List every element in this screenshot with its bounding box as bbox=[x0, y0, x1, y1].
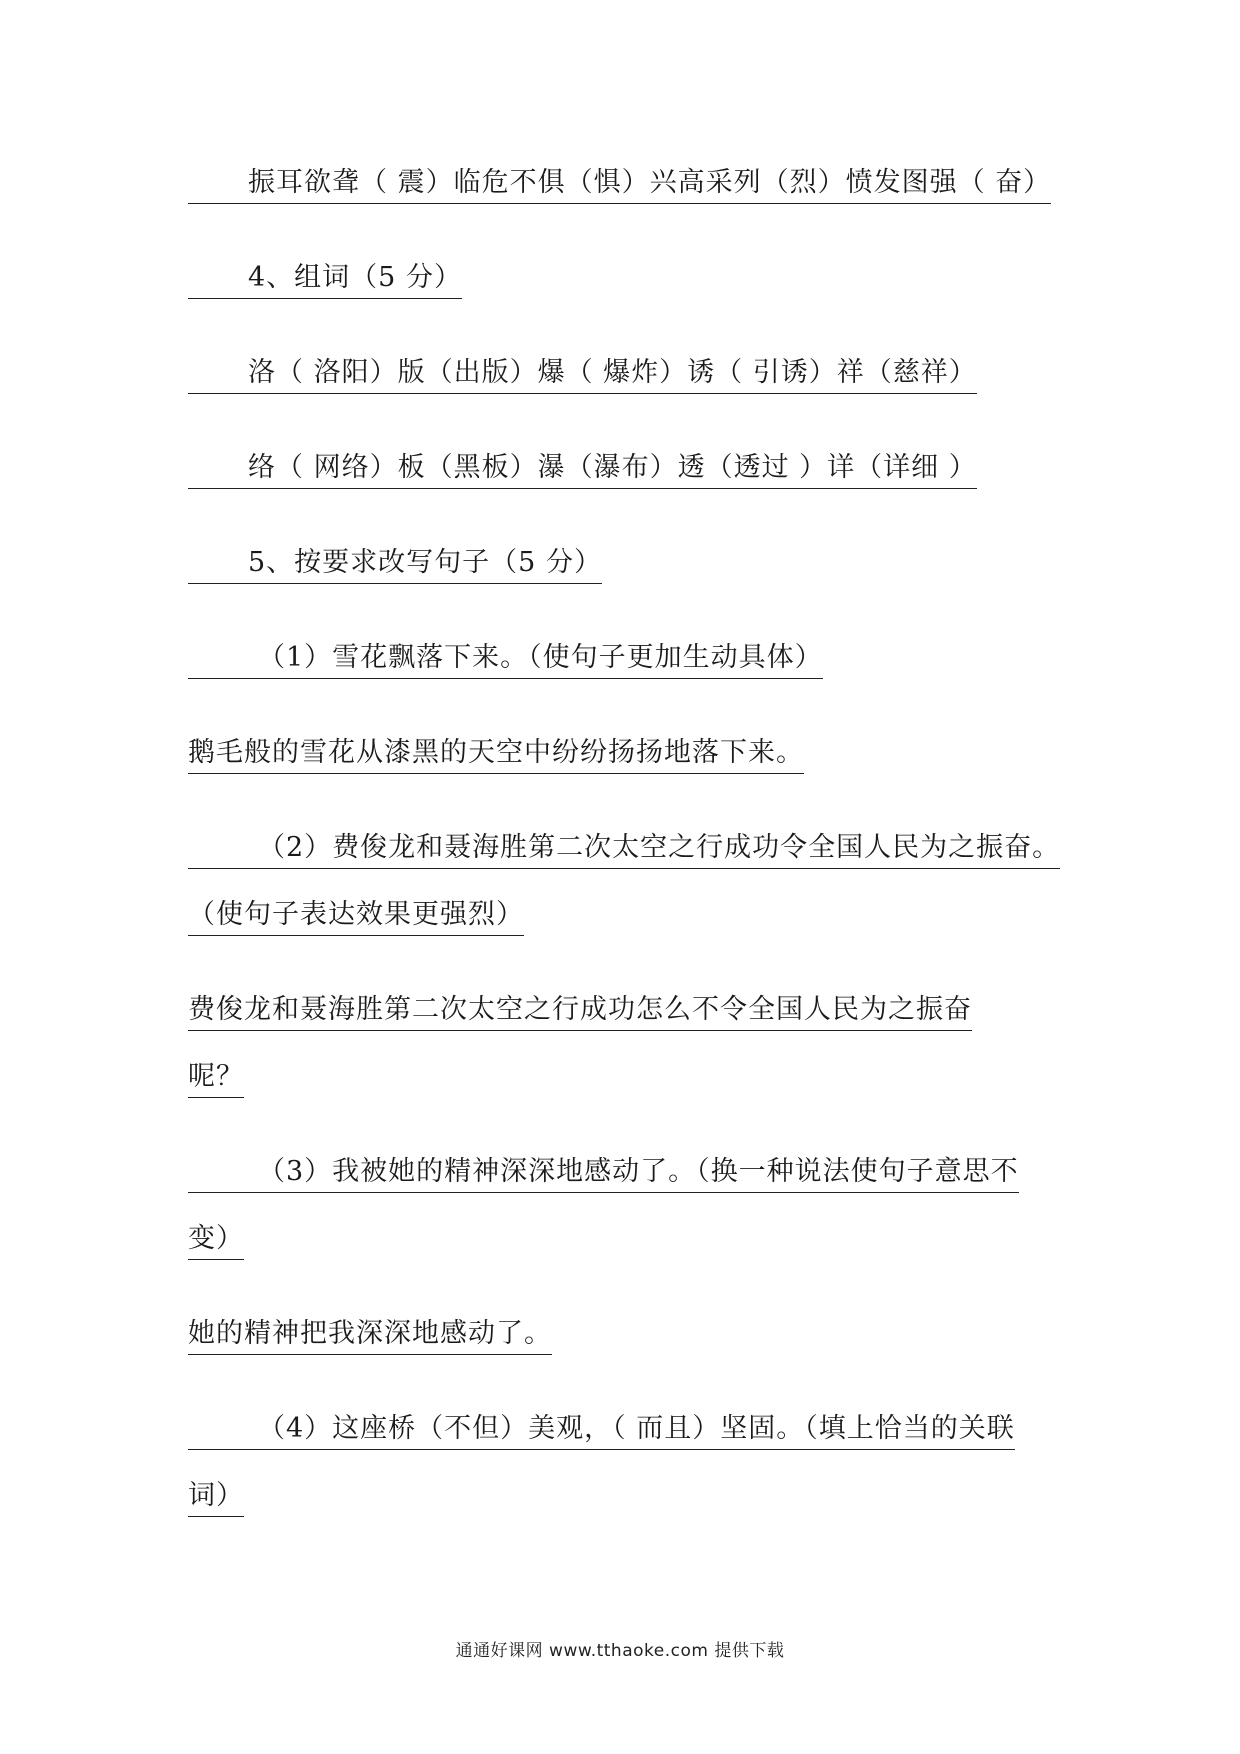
question-4-line-2: 词） bbox=[188, 1479, 244, 1517]
question-3-line-2: 变） bbox=[188, 1222, 244, 1260]
answer-2-line-1: 费俊龙和聂海胜第二次太空之行成功怎么不令全国人民为之振奋 bbox=[188, 993, 972, 1031]
answer-line-word-formation-2: 络（ 网络）板（黑板）瀑（瀑布）透（透过 ）详（详细 ） bbox=[188, 451, 977, 489]
question-2-line-1: （2）费俊龙和聂海胜第二次太空之行成功令全国人民为之振奋。 bbox=[188, 831, 1060, 869]
section-heading-word-formation: 4、组词（5 分） bbox=[188, 261, 462, 299]
answer-2-line-2: 呢？ bbox=[188, 1060, 244, 1098]
answer-line-correct-characters: 振耳欲聋（ 震）临危不俱（惧）兴高采列（烈）愤发图强（ 奋） bbox=[188, 166, 1051, 204]
section-heading-rewrite-sentences: 5、按要求改写句子（5 分） bbox=[188, 546, 602, 584]
answer-line-word-formation-1: 洛（ 洛阳）版（出版）爆（ 爆炸）诱（ 引诱）祥（慈祥） bbox=[188, 356, 977, 394]
question-2-line-2: （使句子表达效果更强烈） bbox=[188, 898, 524, 936]
answer-1: 鹅毛般的雪花从漆黑的天空中纷纷扬扬地落下来。 bbox=[188, 736, 804, 774]
question-4-line-1: （4）这座桥（不但）美观，（ 而且）坚固。（填上恰当的关联 bbox=[188, 1412, 1015, 1450]
answer-3: 她的精神把我深深地感动了。 bbox=[188, 1317, 552, 1355]
question-3-line-1: （3）我被她的精神深深地感动了。（换一种说法使句子意思不 bbox=[188, 1155, 1019, 1193]
question-1: （1）雪花飘落下来。（使句子更加生动具体） bbox=[188, 641, 823, 679]
page-footer: 通通好课网 www.tthaoke.com 提供下载 bbox=[455, 1641, 785, 1661]
